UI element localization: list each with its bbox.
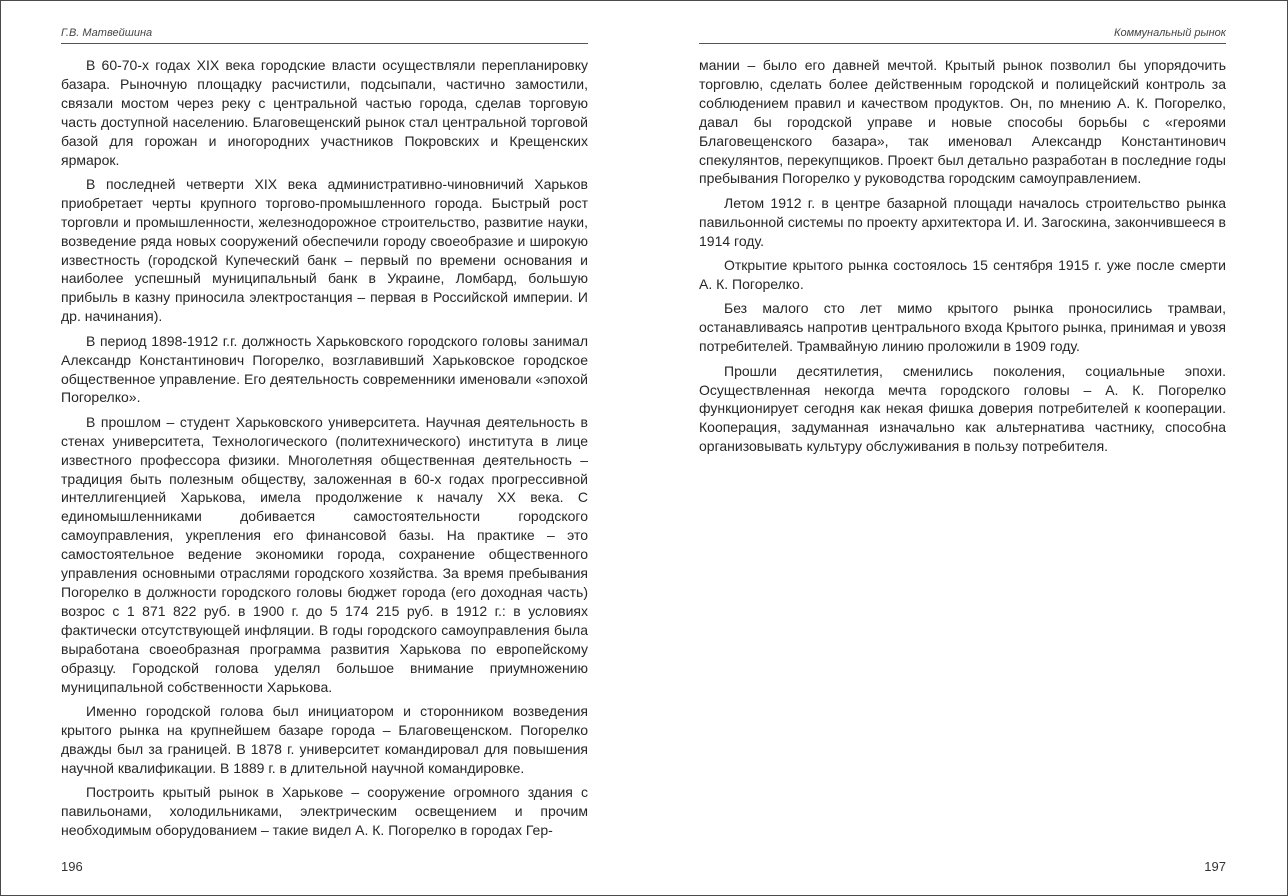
right-page-body — [699, 56, 1226, 462]
running-head-chapter: Коммунальный рынок — [699, 27, 1226, 44]
right-page — [699, 1, 1226, 895]
paragraph: Построить крытый рынок в Харькове – сооружение огромного здания с павильонами, холодильниками, электрическим освещением и прочим необходимым оборудованием – такие видел А. К. Погорелко в городах Гер- — [61, 784, 588, 838]
paragraph: В прошлом – студент Харьковского университета. Научная деятельность в стенах университета, Технологического (политехнического) института в лице известного профессора физики. Многолетняя общественная деятельность – традиция быть полезным обществу, заложенная в 60-х годах прогрессивной интеллигенцией Харькова, имела продолжение к началу XX века. С единомышленниками добивается самостоятельности городского самоуправления, укрепления его финансовой базы. На практике – это самостоятельное ведение экономики города, сохранение общественного управления основными отраслями городского хозяйства. За время пребывания Погорелко в должности городского головы бюджет города (его доходная часть) возрос с 1 871 822 руб. в 1900 г. до 5 174 215 руб. в 1912 г.: в условиях фактически отсутствующей инфляции. В годы городского самоуправления была выработана своеобразная программа развития Харькова по европейскому образцу. Городской голова уделял большое внимание приумножению муниципальной собственности Харькова. — [61, 413, 588, 695]
paragraph: В период 1898-1912 г.г. должность Харьковского городского головы занимал Александр Константинович Погорелко, возглавивший Харьковское городское общественное управление. Его деятельность современники именовали «эпохой Погорелко». — [61, 332, 588, 406]
paragraph: Открытие крытого рынка состоялось 15 сентября 1915 г. уже после смерти А. К. Погорелко. — [699, 257, 1226, 292]
paragraph: мании – было его давней мечтой. Крытый рынок позволил бы упорядочить торговлю, сделать более действенным городской и полицейский контроль за соблюдением правил и качеством продуктов. Он, по мнению А. К. Погорелко, давал бы городской управе и новые способы борьбы с «героями Благовещенского базара», так именовал Александр Константинович спекулянтов, перекупщиков. Проект был детально разработан в последние годы пребывания Погорелко у руководства городским самоуправлением. — [699, 57, 1226, 187]
running-head-author: Г.В. Матвейшина — [61, 27, 588, 44]
paragraph: Летом 1912 г. в центре базарной площади началось строительство рынка павильонной системы по проекту архитектора И. И. Загоскина, закончившееся в 1914 году. — [699, 194, 1226, 249]
page-number: 197 — [1204, 859, 1226, 874]
paragraph: Без малого сто лет мимо крытого рынка проносились трамваи, останавливаясь напротив центрального входа Крытого рынка, принимая и увозя потребителей. Трамвайную линию проложили в 1909 году. — [699, 300, 1226, 355]
paragraph: В последней четверти XIX века административно-чиновничий Харьков приобретает черты крупного торгово-промышленного города. Быстрый рост торговли и промышленности, железнодорожное строительство, развитие науки, возведение ряда новых сооружений обеспечили городу своеобразие и широкую известность (городской Купеческий банк – первый по времени основания и наиболее успешный муниципальный банк в Украине, Ломбард, большую прибыль в казну приносила электростанция – первая в Российской империи. И др. начинания). — [61, 175, 588, 325]
left-page — [61, 1, 588, 895]
paragraph: Именно городской голова был инициатором и сторонником возведения крытого рынка на крупнейшем базаре города – Благовещенском. Погорелко дважды был за границей. В 1878 г. университет командировал для повышения научной квалификации. В 1889 г. в длительной научной командировке. — [61, 702, 588, 776]
left-page-body — [61, 56, 588, 845]
paragraph: В 60-70-х годах XIX века городские власти осуществляли перепланировку базара. Рыночную площадку расчистили, подсыпали, частично замостили, связали мостом через реку с центральной частью города, сделав торговую часть доступной населению. Благовещенский рынок стал центральной торговой базой для горожан и иногородних участников Покровских и Крещенских ярмарок. — [61, 57, 588, 168]
paragraph: Прошли десятилетия, сменились поколения, социальные эпохи. Осуществленная некогда мечта городского головы – А. К. Погорелко функционирует сегодня как некая фишка доверия потребителей к кооперации. Кооперация, задуманная изначально как альтернатива частнику, способна организовывать культуру обслуживания в пользу потребителя. — [699, 362, 1226, 455]
page-number: 196 — [61, 859, 83, 874]
